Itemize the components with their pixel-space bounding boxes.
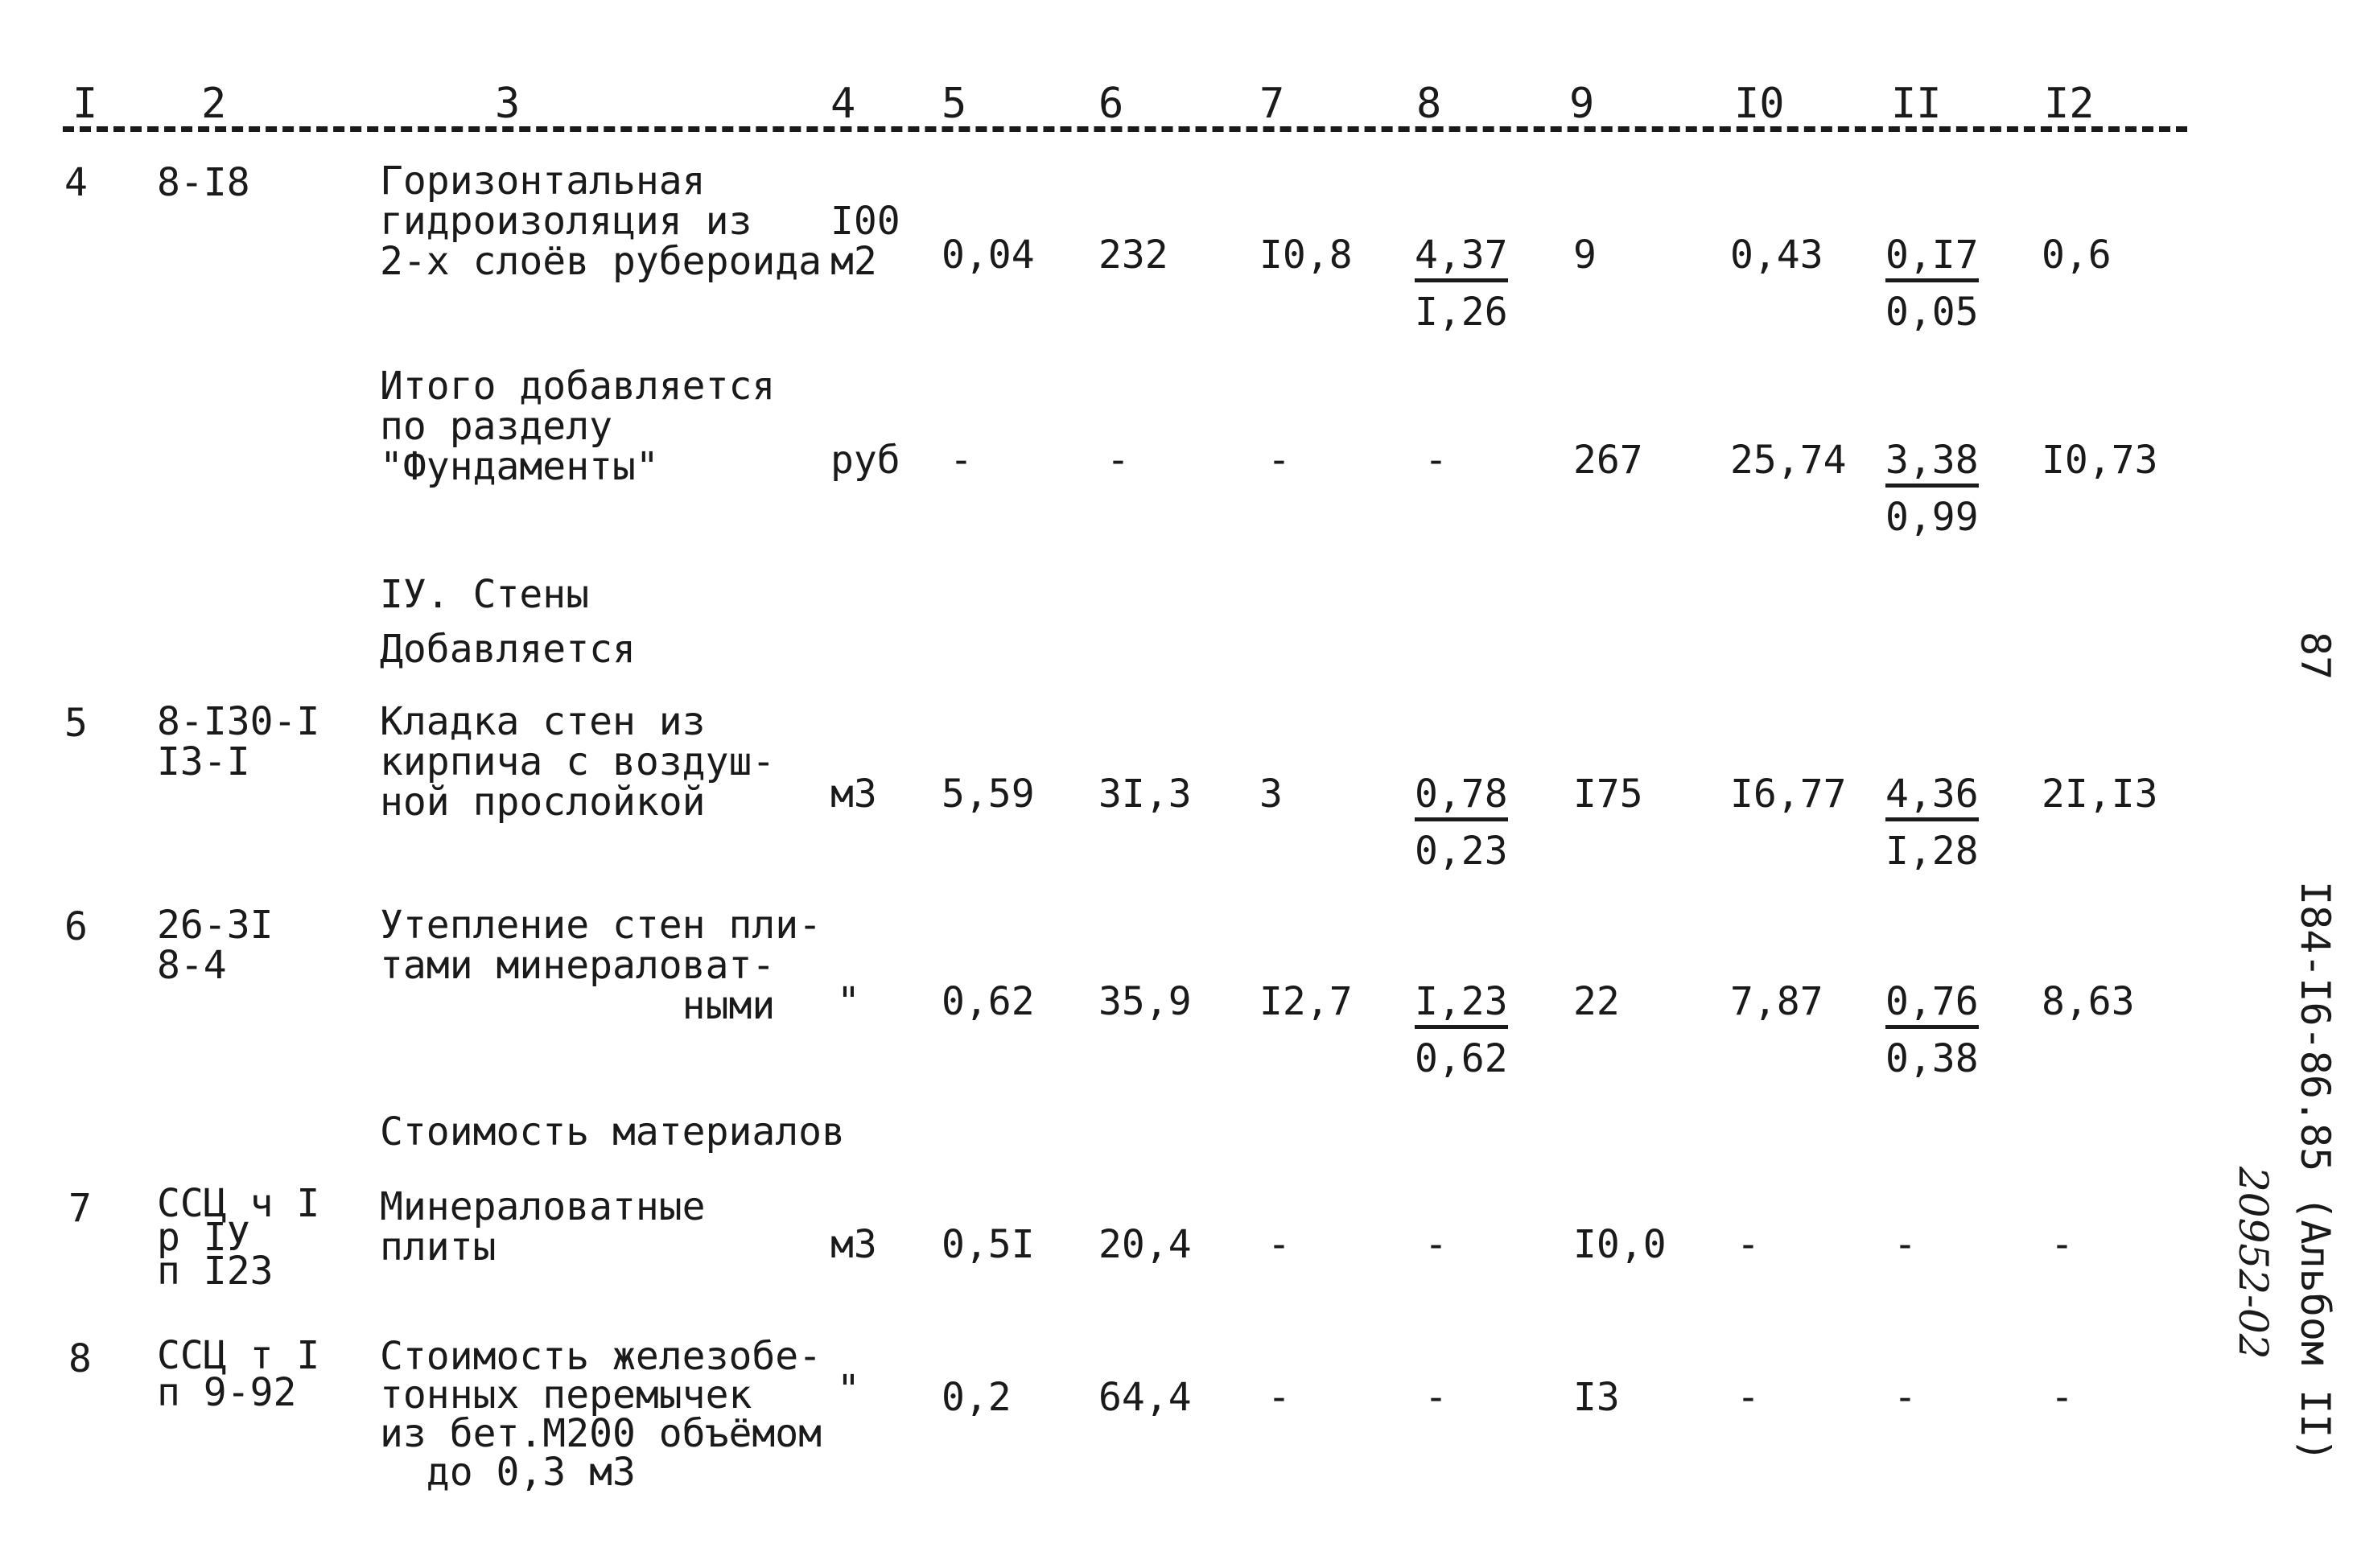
row-code: 26-3I 8-4	[157, 903, 274, 988]
column-header-2: 2	[201, 80, 227, 128]
cell-col8: -	[1424, 1222, 1448, 1267]
cell-col6: 20,4	[1098, 1222, 1192, 1267]
row-code: ССЦ т I п 9-92	[157, 1333, 320, 1415]
row-code: 8-I8	[157, 160, 250, 205]
column-header-12: I2	[2044, 80, 2095, 128]
cell-col11-fraction	[1885, 772, 1979, 873]
cell-col10: I6,77	[1730, 772, 1847, 817]
materials-section-title: Стоимость материалов	[380, 1109, 845, 1154]
column-header-5: 5	[942, 80, 967, 128]
cell-col5: 5,59	[942, 772, 1035, 817]
column-header-3: 3	[495, 80, 521, 128]
column-header-10: I0	[1734, 80, 1785, 128]
page-number: 87	[2292, 632, 2338, 681]
cell-col6: 3I,3	[1098, 772, 1192, 817]
row-unit: "	[837, 979, 860, 1024]
fraction-denominator: 0,99	[1885, 495, 1979, 540]
cell-col9: I0,0	[1573, 1222, 1667, 1267]
fraction-denominator: I,28	[1885, 829, 1979, 874]
fraction-denominator: 0,62	[1415, 1036, 1508, 1081]
column-header-7: 7	[1259, 80, 1285, 128]
row-code: ССЦ ч I р IУ п I23	[157, 1181, 320, 1294]
cell-col11-fraction	[1885, 438, 1979, 539]
cell-col7: -	[1267, 1222, 1291, 1267]
fraction-numerator: 0,I7	[1885, 233, 1979, 282]
row-name: Горизонтальная гидроизоляция из 2-х слоёв рубероида	[380, 158, 822, 284]
column-header-4: 4	[830, 80, 856, 128]
cell-col6: 232	[1098, 233, 1168, 278]
cell-col11-fraction	[1885, 980, 1979, 1080]
fraction-numerator: 0,76	[1885, 980, 1979, 1029]
fraction-numerator: 0,78	[1415, 772, 1508, 821]
row-unit: "	[837, 1367, 860, 1412]
cell-col9: 22	[1573, 979, 1620, 1024]
row-number: 7	[68, 1186, 92, 1231]
fraction-numerator: 4,37	[1415, 233, 1508, 282]
cell-col9: I3	[1573, 1375, 1620, 1420]
cell-col8-fraction	[1415, 772, 1508, 873]
column-header-11: II	[1891, 80, 1942, 128]
row-name: Минераловатные плиты	[380, 1184, 706, 1270]
column-header-6: 6	[1098, 80, 1124, 128]
document-code: I84-I6-86.85 (Альбом II)	[2292, 881, 2338, 1463]
row-unit: руб	[830, 438, 900, 483]
column-header-1: I	[72, 80, 98, 128]
cell-col7: I0,8	[1259, 233, 1353, 278]
fraction-denominator: 0,38	[1885, 1036, 1979, 1081]
cell-col12: 0,6	[2042, 233, 2112, 278]
cell-col11-fraction	[1885, 233, 1979, 334]
handwritten-code: 20952-02	[2230, 1167, 2277, 1360]
cell-col12: -	[2050, 1375, 2074, 1420]
cell-col8-fraction	[1415, 233, 1508, 334]
cell-col11: -	[1893, 1222, 1917, 1267]
row-number: 4	[64, 160, 88, 205]
cell-col12: 2I,I3	[2042, 772, 2158, 817]
cell-col7: I2,7	[1259, 979, 1353, 1024]
cell-col12: I0,73	[2042, 438, 2158, 483]
cell-col8: -	[1424, 438, 1448, 483]
fraction-numerator: I,23	[1415, 980, 1508, 1029]
cell-col9: 267	[1573, 438, 1643, 483]
cell-col5: 0,5I	[942, 1222, 1035, 1267]
row-unit: м3	[830, 772, 877, 817]
row-unit: I00 м2	[830, 199, 900, 284]
cell-col5: 0,04	[942, 233, 1035, 278]
fraction-numerator: 4,36	[1885, 772, 1979, 821]
row-number: 6	[64, 904, 88, 949]
fraction-denominator: 0,05	[1885, 290, 1979, 335]
column-header-8: 8	[1416, 80, 1442, 128]
cell-col9: 9	[1573, 233, 1597, 278]
row-name: Утепление стен пли- тами минераловат- ными	[380, 903, 822, 1028]
cell-col6: 35,9	[1098, 979, 1192, 1024]
fraction-denominator: 0,23	[1415, 829, 1508, 874]
cell-col5: 0,2	[942, 1375, 1012, 1420]
fraction-numerator: 3,38	[1885, 438, 1979, 488]
row-code: 8-I30-I I3-I	[157, 699, 320, 784]
cell-col10: -	[1737, 1222, 1760, 1267]
row-unit: м3	[830, 1222, 877, 1267]
row-name: Кладка стен из кирпича с воздуш- ной прослойкой	[380, 699, 776, 825]
cell-col7: -	[1267, 1375, 1291, 1420]
fraction-denominator: I,26	[1415, 290, 1508, 335]
cell-col11: -	[1893, 1375, 1917, 1420]
cell-col8-fraction	[1415, 980, 1508, 1080]
cell-col12: 8,63	[2042, 979, 2135, 1024]
cell-col5: -	[950, 438, 973, 483]
cell-col10: -	[1737, 1375, 1760, 1420]
cell-col5: 0,62	[942, 979, 1035, 1024]
cell-col6: -	[1106, 438, 1130, 483]
cell-col9: I75	[1573, 772, 1643, 817]
cell-col7: 3	[1259, 772, 1283, 817]
section-title: IУ. Стены	[380, 572, 590, 617]
column-header-9: 9	[1569, 80, 1595, 128]
row-number: 8	[68, 1336, 92, 1381]
cell-col10: 0,43	[1730, 233, 1823, 278]
row-name: Итого добавляется по разделу "Фундаменты"	[380, 364, 776, 489]
section-subtitle: Добавляется	[380, 627, 636, 672]
cell-col8: -	[1424, 1375, 1448, 1420]
cell-col10: 7,87	[1730, 979, 1823, 1024]
cell-col7: -	[1267, 438, 1291, 483]
row-number: 5	[64, 701, 88, 746]
header-rule	[63, 126, 2187, 132]
cell-col10: 25,74	[1730, 438, 1847, 483]
row-name: Стоимость железобе- тонных перемычек из бет.М200 объёмом до 0,3 м3	[380, 1334, 822, 1495]
cell-col12: -	[2050, 1222, 2074, 1267]
cell-col6: 64,4	[1098, 1375, 1192, 1420]
